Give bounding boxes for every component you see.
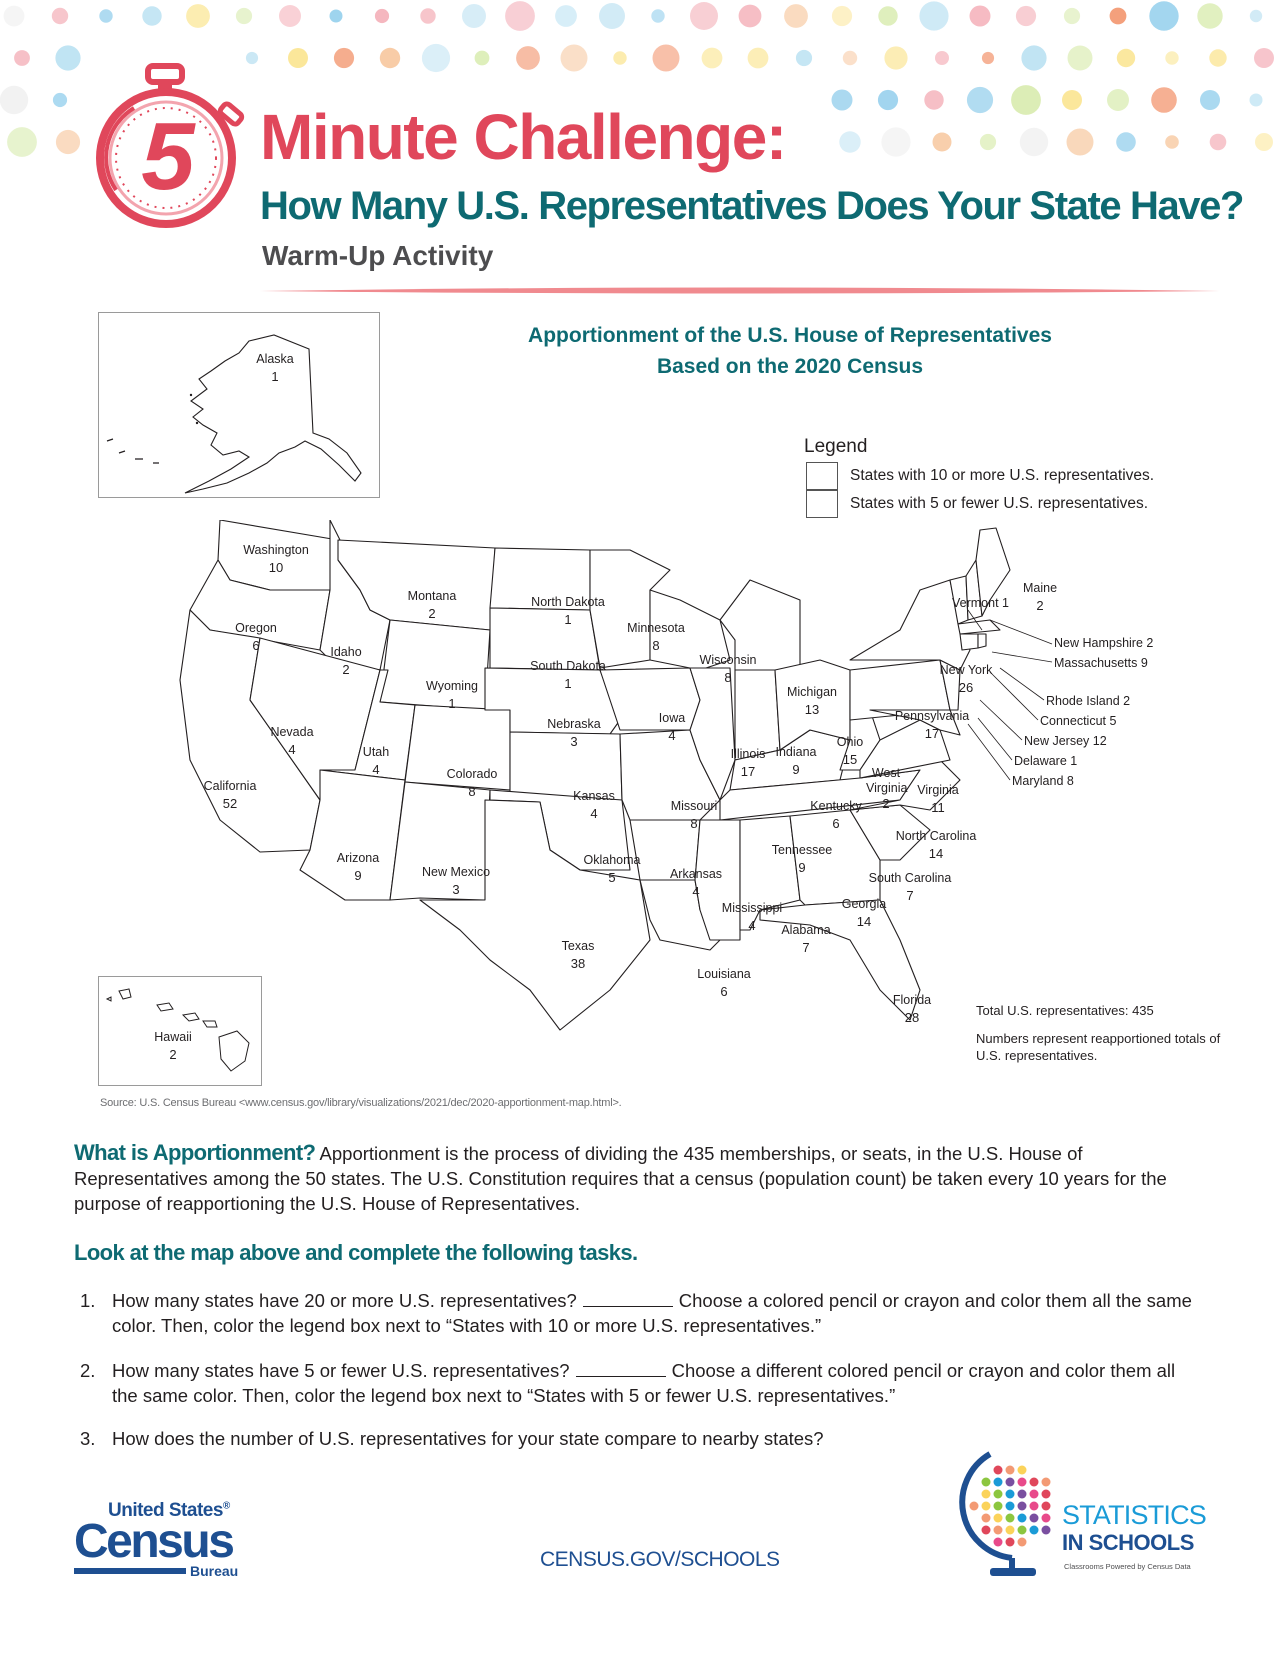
challenge-number: 5 bbox=[141, 103, 195, 210]
tasks-heading: Look at the map above and complete the following tasks. bbox=[74, 1240, 638, 1265]
alaska-shape bbox=[99, 313, 381, 499]
state-label-mississippi: Mississippi 4 bbox=[721, 901, 783, 933]
map-title: Apportionment of the U.S. House of Representatives Based on the 2020 Census bbox=[528, 324, 1052, 378]
state-label-colorado: Colorado 8 bbox=[446, 767, 498, 799]
state-label-michigan: Michigan 13 bbox=[786, 685, 838, 717]
apportionment-body: Apportionment is the process of dividing the 435 memberships, or seats, in the U.S. House of Representatives among the 50 states. The U.S. Constitution requires that a census (population count) be taken every 10 years for the purpose of reapportioning the U.S. House of Representatives. bbox=[74, 1143, 1167, 1214]
apportionment-heading: What is Apportionment? bbox=[74, 1140, 316, 1165]
total-representatives-note: Total U.S. representatives: 435 bbox=[976, 1003, 1154, 1018]
state-label-tennessee: Tennessee 9 bbox=[771, 843, 833, 875]
state-label-utah: Utah 4 bbox=[362, 745, 390, 777]
state-label-new-york: New York 26 bbox=[939, 663, 993, 695]
state-label-illinois: Illinois 17 bbox=[730, 747, 766, 779]
answer-blank-2[interactable] bbox=[576, 1359, 666, 1377]
task-3: 3. How does the number of U.S. representatives for your state compare to nearby states? bbox=[80, 1428, 824, 1449]
task-2: 2. How many states have 5 or fewer U.S. representatives? Choose a different colored pencil or crayon and color them all the same color. Then, color the legend box next to “States with 5 or fewer U.S. representatives.” bbox=[80, 1360, 1176, 1406]
state-label-ohio: Ohio 15 bbox=[836, 735, 864, 767]
state-label-montana: Montana 2 bbox=[407, 589, 457, 621]
state-label-nebraska: Nebraska 3 bbox=[547, 717, 601, 749]
state-label-kansas: Kansas 4 bbox=[573, 789, 615, 821]
state-label-new-jersey: New Jersey 12 bbox=[1024, 734, 1107, 748]
statistics-in-schools-line2: IN SCHOOLS bbox=[1062, 1530, 1194, 1555]
legend-row-10-or-more: States with 10 or more U.S. representatives. bbox=[806, 462, 1154, 490]
alaska-inset bbox=[98, 312, 380, 498]
state-label-iowa: Iowa 4 bbox=[658, 711, 686, 743]
state-label-delaware: Delaware 1 bbox=[1014, 754, 1078, 768]
state-label-texas: Texas 38 bbox=[561, 939, 595, 971]
census-bureau-logo: United States® Census Bureau bbox=[74, 1500, 239, 1579]
legend-row-5-or-fewer: States with 5 or fewer U.S. representatives. bbox=[806, 490, 1148, 518]
state-label-alabama: Alabama 7 bbox=[781, 923, 831, 955]
task-1: 1. How many states have 20 or more U.S. representatives? Choose a colored pencil or crayon and color them all the same color. Then, color the legend box next to “States with 10 or more U.S. representatives.” bbox=[80, 1290, 1192, 1336]
state-label-hawaii: Hawaii 2 bbox=[154, 1030, 192, 1062]
state-label-louisiana: Louisiana 6 bbox=[697, 967, 751, 999]
state-label-california: California 52 bbox=[203, 779, 257, 811]
legend-title: Legend bbox=[804, 436, 868, 457]
state-label-maine: Maine 2 bbox=[1022, 581, 1058, 613]
state-label-indiana: Indiana 9 bbox=[775, 745, 817, 777]
state-label-pennsylvania: Pennsylvania 17 bbox=[894, 709, 970, 741]
page-title: Minute Challenge: bbox=[260, 101, 786, 173]
state-label-idaho: Idaho 2 bbox=[330, 645, 362, 677]
state-label-north-dakota: North Dakota 1 bbox=[531, 595, 605, 627]
state-label-wyoming: Wyoming 1 bbox=[426, 679, 478, 711]
apportionment-explanation bbox=[74, 1140, 1204, 1216]
state-label-rhode-island: Rhode Island 2 bbox=[1046, 694, 1131, 708]
answer-blank-1[interactable] bbox=[583, 1289, 673, 1307]
state-label-south-dakota: South Dakota 1 bbox=[530, 659, 606, 691]
state-label-oregon: Oregon 6 bbox=[235, 621, 277, 653]
state-label-arkansas: Arkansas 4 bbox=[669, 867, 723, 899]
state-label-north-carolina: North Carolina 14 bbox=[895, 829, 977, 861]
page-subtitle: How Many U.S. Representatives Does Your State Have? bbox=[260, 184, 1244, 228]
state-label-virginia: Virginia 11 bbox=[917, 783, 959, 815]
statistics-in-schools-tagline: Classrooms Powered by Census Data bbox=[1064, 1562, 1191, 1571]
state-label-washington: Washington 10 bbox=[243, 543, 309, 575]
state-label-maryland: Maryland 8 bbox=[1012, 774, 1074, 788]
state-label-alaska: Alaska 1 bbox=[256, 352, 294, 384]
state-label-new-hampshire: New Hampshire 2 bbox=[1054, 636, 1154, 650]
state-label-missouri: Missouri 8 bbox=[670, 799, 718, 831]
state-label-georgia: Georgia 14 bbox=[841, 897, 887, 929]
state-label-west-virginia: West Virginia 2 bbox=[866, 766, 908, 811]
globe-icon bbox=[950, 1440, 1060, 1580]
legend-box-5-or-fewer[interactable] bbox=[806, 490, 838, 518]
title-divider bbox=[260, 286, 1220, 296]
state-label-connecticut: Connecticut 5 bbox=[1040, 714, 1117, 728]
state-label-new-mexico: New Mexico 3 bbox=[421, 865, 491, 897]
state-label-vermont: Vermont 1 bbox=[952, 596, 1009, 610]
state-label-massachusetts: Massachusetts 9 bbox=[1054, 656, 1148, 670]
state-label-nevada: Nevada 4 bbox=[270, 725, 314, 757]
state-label-florida: Florida 28 bbox=[892, 993, 932, 1025]
state-label-wisconsin: Wisconsin 8 bbox=[699, 653, 757, 685]
state-label-oklahoma: Oklahoma 5 bbox=[583, 853, 641, 885]
census-schools-link[interactable]: CENSUS.GOV/SCHOOLS bbox=[540, 1548, 780, 1571]
state-label-arizona: Arizona 9 bbox=[336, 851, 380, 883]
state-label-kentucky: Kentucky 6 bbox=[810, 799, 862, 831]
statistics-in-schools-line1: STATISTICS bbox=[1062, 1500, 1207, 1530]
state-label-minnesota: Minnesota 8 bbox=[627, 621, 685, 653]
state-label-south-carolina: South Carolina 7 bbox=[868, 871, 952, 903]
legend-box-10-or-more[interactable] bbox=[806, 462, 838, 490]
leader-lines bbox=[960, 600, 1060, 790]
activity-label: Warm-Up Activity bbox=[262, 240, 494, 271]
map-source: Source: U.S. Census Bureau <www.census.gov/library/visualizations/2021/dec/2020-apportionment-map.html>. bbox=[100, 1097, 622, 1109]
reapportioned-note: Numbers represent reapportioned totals of U.S. representatives. bbox=[976, 1031, 1221, 1063]
